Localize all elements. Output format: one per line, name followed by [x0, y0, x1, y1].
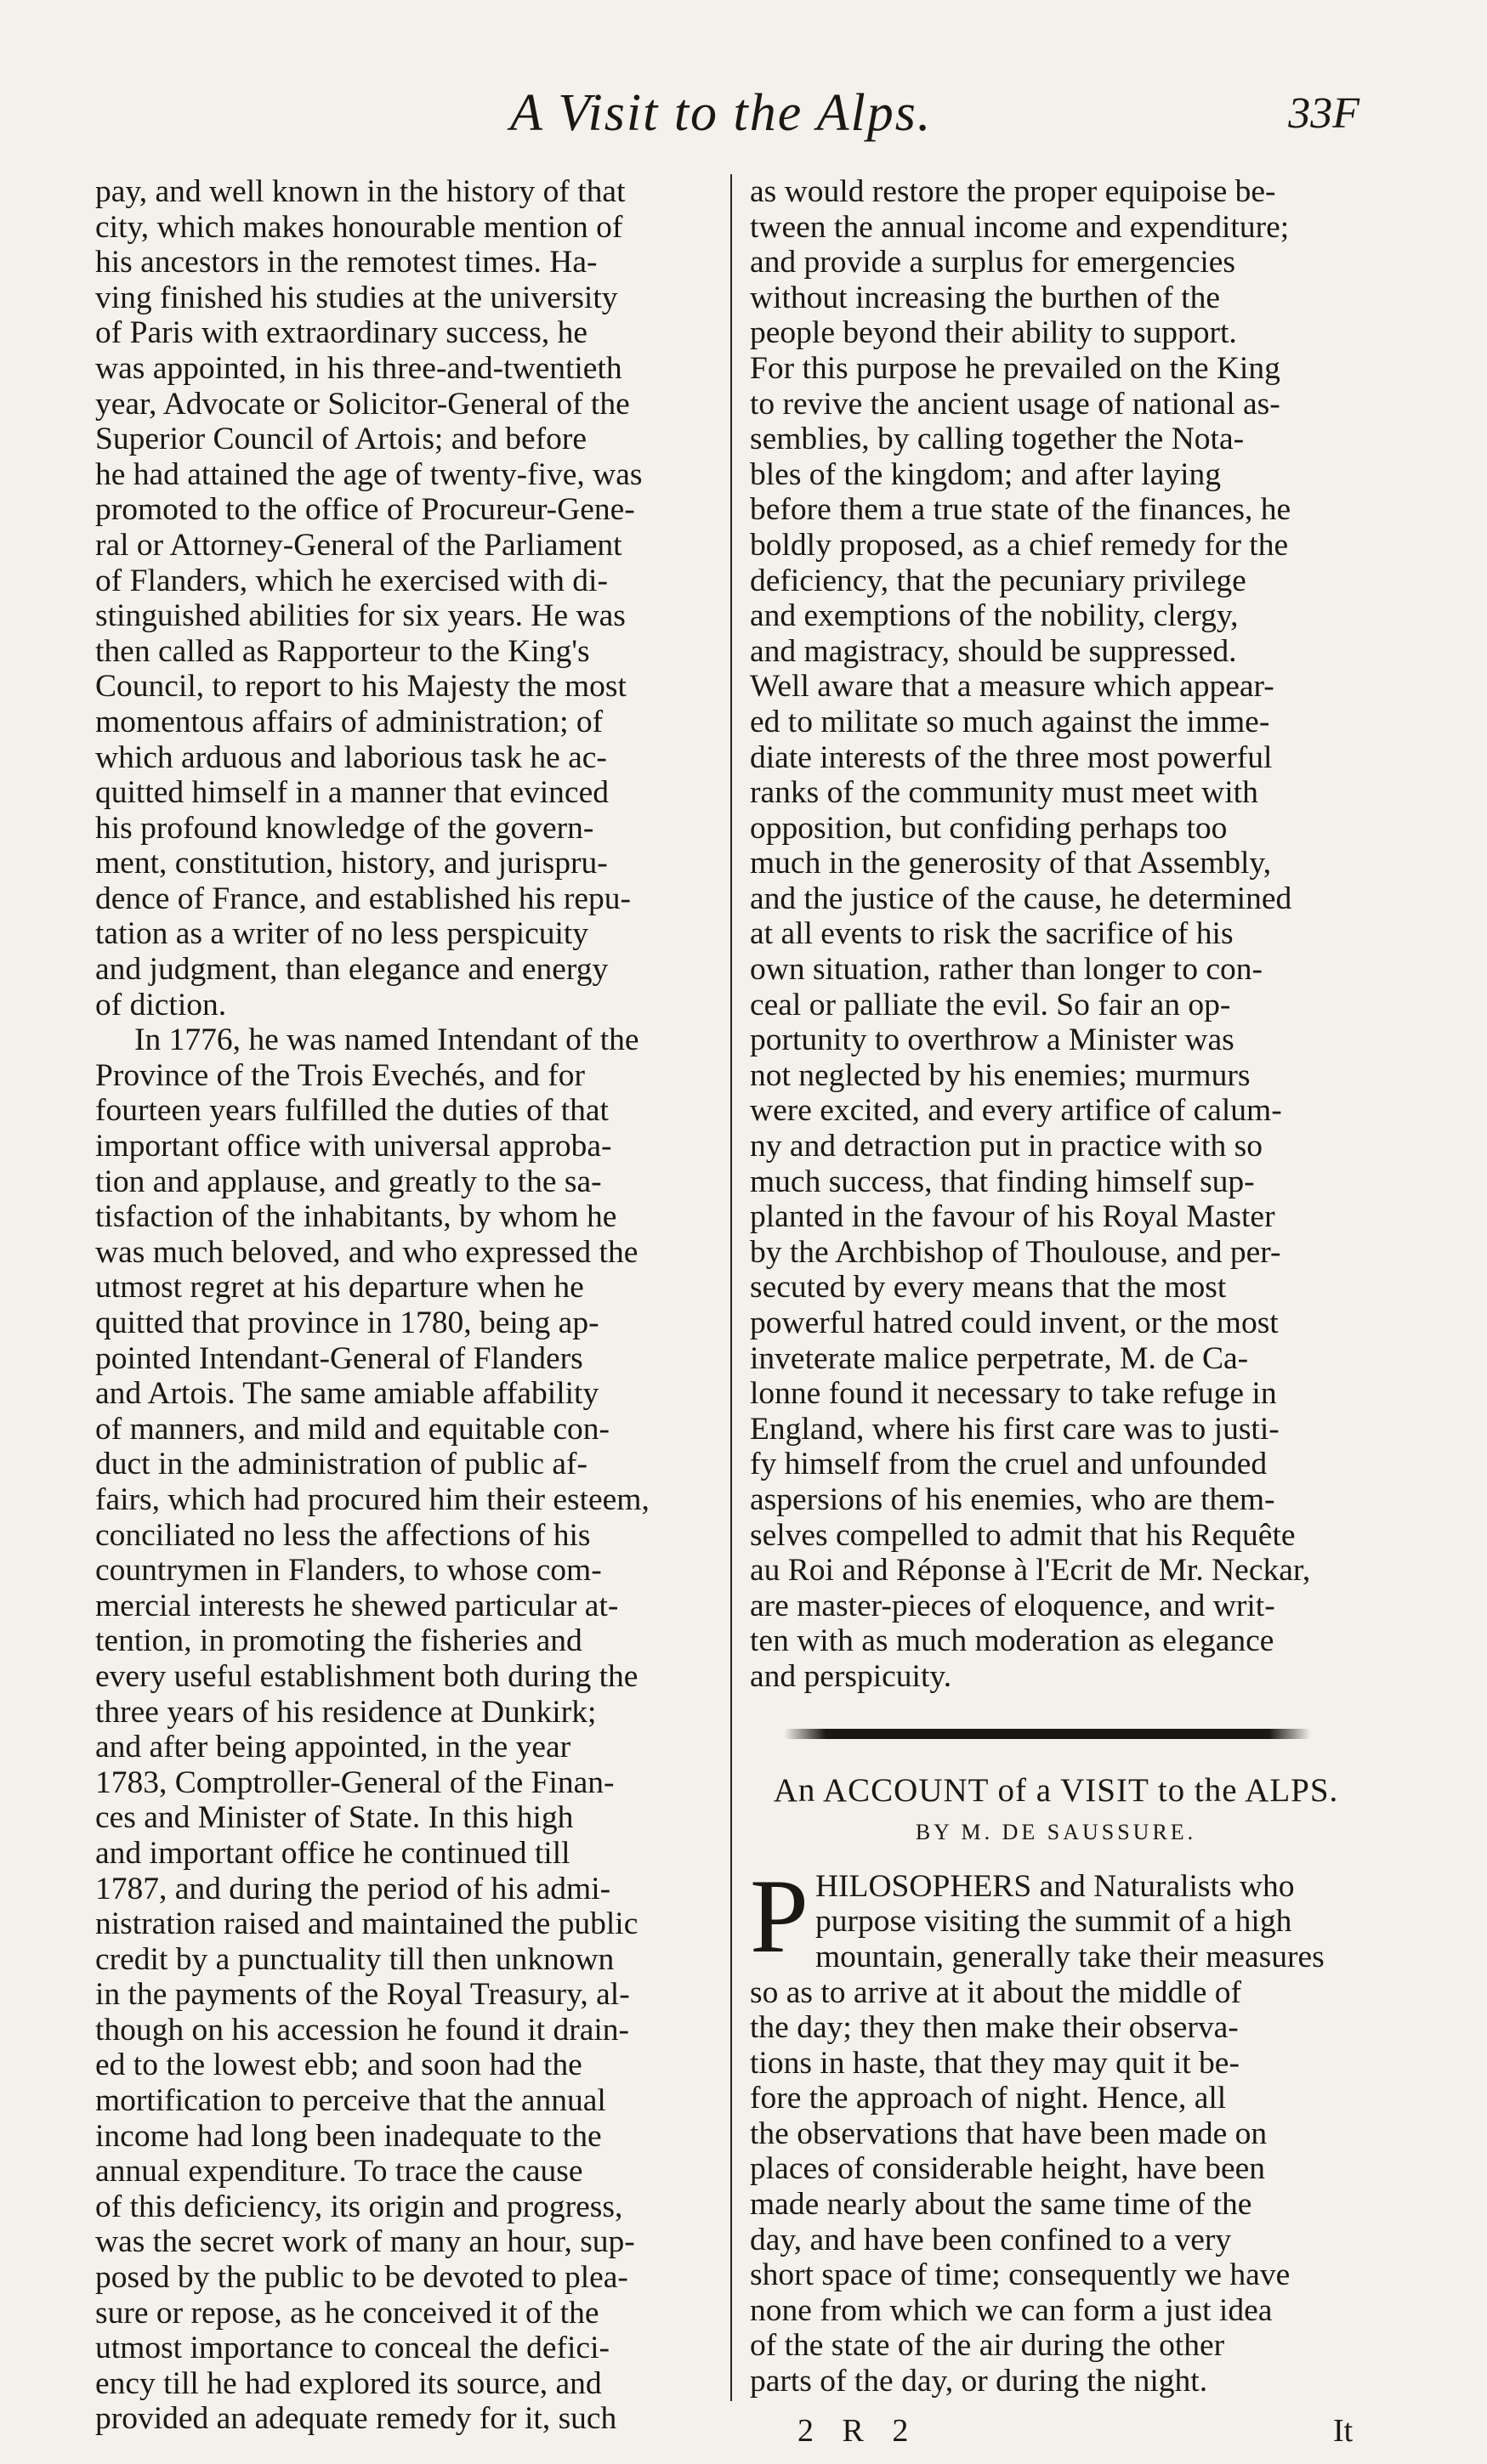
- text-line: was much beloved, and who expressed the: [95, 1234, 639, 1270]
- text-line: HILOSOPHERS and Naturalists who: [814, 1868, 1295, 1904]
- text-line: quitted himself in a manner that evinced: [95, 775, 609, 811]
- text-line: of diction.: [95, 987, 227, 1022]
- text-line: places of considerable height, have been: [750, 2151, 1265, 2187]
- text-line: For this purpose he prevailed on the King: [750, 350, 1280, 386]
- text-line: bles of the kingdom; and after laying: [750, 456, 1222, 492]
- text-line: the day; they then make their observa-: [750, 2010, 1239, 2046]
- text-line: without increasing the burthen of the: [750, 280, 1220, 315]
- text-line: fore the approach of night. Hence, all: [750, 2081, 1227, 2116]
- text-line: fourteen years fulfilled the duties of that: [95, 1093, 609, 1129]
- section-separator-rule: [784, 1729, 1311, 1739]
- text-line: tions in haste, that they may quit it be-: [750, 2045, 1240, 2081]
- text-line: ral or Attorney-General of the Parliament: [95, 527, 622, 563]
- text-line: and provide a surplus for emergencies: [750, 245, 1235, 280]
- text-line: was appointed, in his three-and-twentieth: [95, 350, 622, 386]
- text-line: none from which we can form a just idea: [750, 2292, 1273, 2328]
- text-line: tation as a writer of no less perspicuity: [95, 916, 589, 952]
- text-line: much in the generosity of that Assembly,: [750, 846, 1272, 881]
- text-line: and exemptions of the nobility, clergy,: [750, 598, 1239, 634]
- text-line: ceal or palliate the evil. So fair an op-: [750, 987, 1231, 1022]
- text-line: Well aware that a measure which appear-: [750, 669, 1274, 705]
- text-line: three years of his residence at Dunkirk;: [95, 1694, 597, 1730]
- text-line: by the Archbishop of Thoulouse, and per-: [750, 1234, 1281, 1270]
- text-line: to revive the ancient usage of national as-: [750, 386, 1280, 422]
- text-line: 1783, Comptroller-General of the Finan-: [95, 1764, 615, 1800]
- text-line: purpose visiting the summit of a high: [814, 1904, 1292, 1940]
- text-line: and after being appointed, in the year: [95, 1730, 571, 1765]
- text-line: credit by a punctuality till then unknown: [95, 1941, 615, 1977]
- text-line: are master-pieces of eloquence, and writ-: [750, 1588, 1275, 1623]
- text-line: mountain, generally take their measures: [814, 1939, 1325, 1974]
- text-line: and magistracy, should be suppressed.: [750, 633, 1237, 669]
- text-line: of manners, and mild and equitable con-: [95, 1411, 610, 1447]
- drop-cap: P: [750, 1857, 809, 1974]
- text-line: his profound knowledge of the govern-: [95, 810, 594, 846]
- text-line: promoted to the office of Procureur-Gene-: [95, 492, 635, 528]
- article-lines: [750, 1857, 1362, 2399]
- text-line: aspersions of his enemies, who are them-: [750, 1481, 1275, 1517]
- text-line: ment, constitution, history, and jurispru-: [95, 846, 608, 881]
- text-line: before them a true state of the finances, he: [750, 492, 1291, 528]
- text-line: mercial interests he shewed particular at-: [95, 1588, 619, 1623]
- text-line: and perspicuity.: [750, 1658, 952, 1694]
- text-line: In 1776, he was named Intendant of the: [134, 1022, 639, 1058]
- text-line: short space of time; consequently we have: [750, 2257, 1291, 2293]
- catchword: It: [1333, 2413, 1354, 2449]
- text-line: day, and have been confined to a very: [750, 2222, 1232, 2257]
- text-line: Council, to report to his Majesty the most: [95, 669, 627, 705]
- text-line: made nearly about the same time of the: [750, 2187, 1252, 2223]
- text-line: so as to arrive at it about the middle of: [750, 1974, 1241, 2010]
- text-line: conciliated no less the affections of his: [95, 1517, 591, 1553]
- text-line: duct in the administration of public af-: [95, 1447, 588, 1482]
- text-line: portunity to overthrow a Minister was: [750, 1022, 1234, 1058]
- text-line: were excited, and every artifice of calum-: [750, 1093, 1282, 1129]
- text-line: he had attained the age of twenty-five, was: [95, 456, 643, 492]
- text-line: boldly proposed, as a chief remedy for the: [750, 527, 1289, 563]
- page-header: [0, 83, 1487, 160]
- text-line: tion and applause, and greatly to the sa-: [95, 1164, 602, 1199]
- text-line: stinguished abilities for six years. He was: [95, 598, 626, 634]
- text-line: lonne found it necessary to take refuge in: [750, 1376, 1277, 1412]
- text-line: of Flanders, which he exercised with di-: [95, 563, 608, 598]
- text-line: Superior Council of Artois; and before: [95, 422, 587, 457]
- text-line: of this deficiency, its origin and progress,: [95, 2189, 623, 2224]
- text-line: ces and Minister of State. In this high: [95, 1800, 574, 1836]
- text-line: tisfaction of the inhabitants, by whom he: [95, 1199, 617, 1235]
- text-line: ranks of the community must meet with: [750, 775, 1258, 811]
- text-line: fairs, which had procured him their esteem,: [95, 1481, 650, 1517]
- right-column: [750, 174, 1362, 2399]
- text-line: annual expenditure. To trace the cause: [95, 2154, 583, 2189]
- text-line: utmost importance to conceal the defici-: [95, 2331, 610, 2366]
- text-line: ed to militate so much against the imme-: [750, 704, 1270, 739]
- text-line: mortification to perceive that the annual: [95, 2083, 606, 2119]
- text-line: of Paris with extraordinary success, he: [95, 315, 587, 351]
- text-line: fy himself from the cruel and unfounded: [750, 1447, 1268, 1482]
- text-line: which arduous and laborious task he ac-: [95, 739, 607, 775]
- text-line: and important office he continued till: [95, 1835, 570, 1871]
- left-column: [95, 174, 716, 2437]
- text-line: and judgment, than elegance and energy: [95, 952, 609, 988]
- text-line: income had long been inadequate to the: [95, 2118, 602, 2154]
- text-line: parts of the day, or during the night.: [750, 2364, 1208, 2399]
- text-line: own situation, rather than longer to con-: [750, 952, 1263, 988]
- text-line: ny and detraction put in practice with so: [750, 1129, 1263, 1164]
- text-line: tention, in promoting the fisheries and: [95, 1623, 582, 1659]
- text-line: of the state of the air during the other: [750, 2328, 1225, 2364]
- text-line: nistration raised and maintained the public: [95, 1906, 639, 1942]
- text-line: secuted by every means that the most: [750, 1270, 1227, 1306]
- text-line: provided an adequate remedy for it, such: [95, 2401, 617, 2437]
- text-line: utmost regret at his departure when he: [95, 1270, 584, 1306]
- text-line: and the justice of the cause, he determined: [750, 881, 1292, 916]
- text-line: city, which makes honourable mention of: [95, 209, 623, 245]
- text-line: and Artois. The same amiable affability: [95, 1376, 599, 1412]
- text-line: Province of the Trois Evechés, and for: [95, 1057, 585, 1093]
- text-line: England, where his first care was to justi-: [750, 1411, 1280, 1447]
- article-body: [750, 1857, 1362, 2399]
- text-line: ency till he had explored its source, and: [95, 2365, 602, 2401]
- text-line: countrymen in Flanders, to whose com-: [95, 1553, 602, 1589]
- text-line: not neglected by his enemies; murmurs: [750, 1057, 1251, 1093]
- text-line: 1787, and during the period of his admi-: [95, 1871, 611, 1906]
- text-line: momentous affairs of administration; of: [95, 704, 604, 739]
- text-line: important office with universal approba-: [95, 1129, 612, 1164]
- text-line: diate interests of the three most powerful: [750, 739, 1273, 775]
- text-line: as would restore the proper equipoise be-: [750, 174, 1276, 209]
- text-line: pay, and well known in the history of that: [95, 174, 626, 209]
- right-column-text: [750, 174, 1362, 1695]
- text-line: planted in the favour of his Royal Master: [750, 1199, 1275, 1235]
- column-divider: [730, 174, 732, 2401]
- text-line: the observations that have been made on: [750, 2116, 1268, 2151]
- text-line: much success, that finding himself sup-: [750, 1164, 1255, 1199]
- text-line: every useful establishment both during the: [95, 1658, 639, 1694]
- text-line: semblies, by calling together the Nota-: [750, 422, 1245, 457]
- text-line: dence of France, and established his repu-: [95, 881, 631, 916]
- article-title: An ACCOUNT of a VISIT to the ALPS.: [773, 1771, 1339, 1809]
- text-line: au Roi and Réponse à l'Ecrit de Mr. Neckar,: [750, 1553, 1311, 1589]
- text-line: sure or repose, as he conceived it of the: [95, 2295, 599, 2331]
- text-line: year, Advocate or Solicitor-General of the: [95, 386, 630, 422]
- text-line: selves compelled to admit that his Requête: [750, 1517, 1296, 1553]
- text-line: powerful hatred could invent, or the most: [750, 1306, 1279, 1340]
- text-line: ed to the lowest ebb; and soon had the: [95, 2048, 582, 2083]
- text-line: opposition, but confiding perhaps too: [750, 810, 1228, 846]
- text-line: deficiency, that the pecuniary privilege: [750, 563, 1246, 598]
- text-line: ving finished his studies at the university: [95, 280, 618, 315]
- text-line: his ancestors in the remotest times. Ha-: [95, 245, 598, 280]
- text-line: ten with as much moderation as elegance: [750, 1623, 1274, 1659]
- text-line: people beyond their ability to support.: [750, 315, 1237, 351]
- text-line: though on his accession he found it drain-: [95, 2012, 629, 2048]
- text-line: pointed Intendant-General of Flanders: [95, 1340, 583, 1376]
- text-line: tween the annual income and expenditure;: [750, 209, 1290, 245]
- text-line: was the secret work of many an hour, sup-: [95, 2224, 635, 2260]
- article-byline: BY M. DE SAUSSURE.: [915, 1820, 1197, 1845]
- text-line: in the payments of the Royal Treasury, al-: [95, 1977, 630, 2013]
- page-number: 33F: [1288, 89, 1359, 138]
- running-title: A Visit to the Alps.: [510, 84, 933, 142]
- text-line: posed by the public to be devoted to plea-: [95, 2260, 628, 2296]
- text-line: then called as Rapporteur to the King's: [95, 633, 590, 669]
- text-line: quitted that province in 1780, being ap-: [95, 1306, 599, 1340]
- text-line: at all events to risk the sacrifice of his: [750, 916, 1234, 952]
- text-line: inveterate malice perpetrate, M. de Ca-: [750, 1340, 1249, 1376]
- signature-mark: 2 R 2: [797, 2413, 919, 2449]
